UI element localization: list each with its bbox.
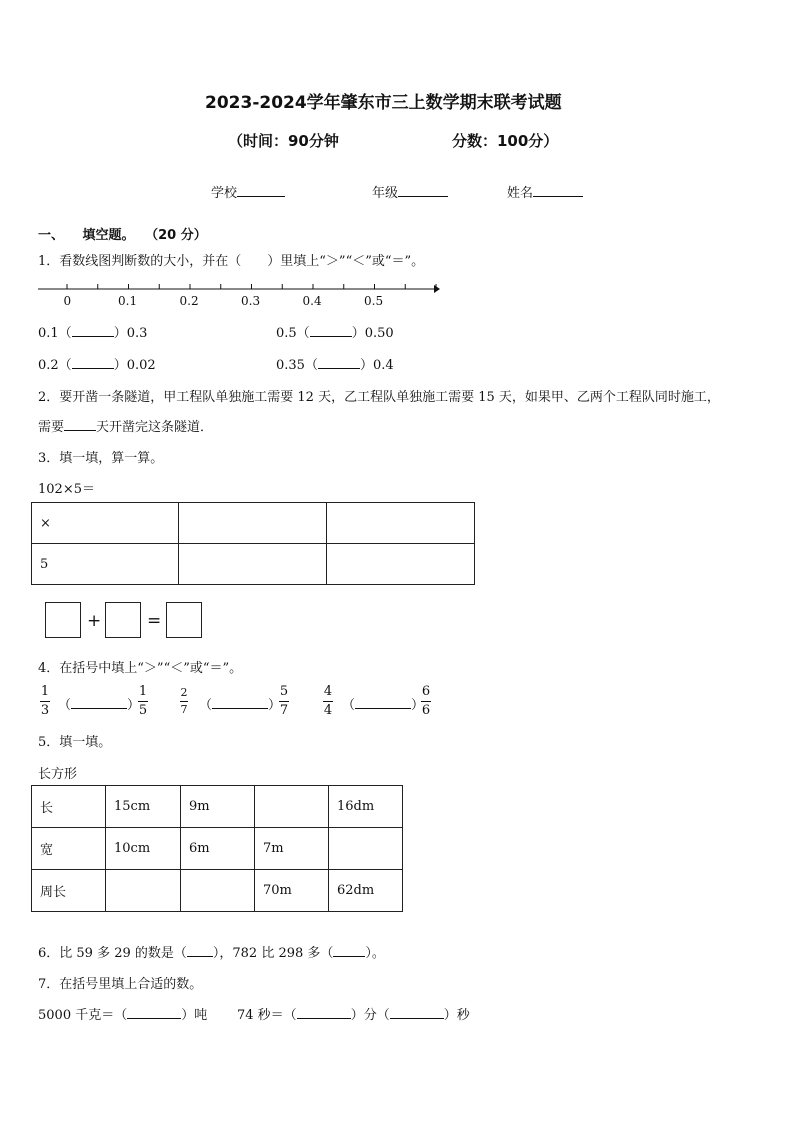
table-cell: 9m — [181, 786, 255, 828]
table-cell: 62dm — [329, 870, 403, 912]
table-cell: 宽 — [32, 828, 106, 870]
name-blank[interactable] — [533, 196, 583, 197]
section-number: 一、 — [38, 228, 65, 243]
table-cell[interactable] — [179, 544, 327, 585]
q1-item-1: 0.1（ ）0.3 — [38, 326, 148, 341]
q7-text: 7．在括号里填上合适的数。 — [38, 977, 203, 992]
table-cell[interactable] — [181, 870, 255, 912]
table-cell: 70m — [255, 870, 329, 912]
q1-item-2: 0.5（ ）0.50 — [276, 326, 394, 341]
table-cell: 长 — [32, 786, 106, 828]
table-cell: 15cm — [106, 786, 181, 828]
answer-box[interactable] — [45, 602, 81, 638]
fraction: 2 7 — [180, 686, 188, 716]
school-label: 学校 — [211, 186, 238, 201]
fraction: 4 4 — [323, 684, 333, 718]
q6-text: 6．比 59 多 29 的数是（ ），782 比 298 多（ ）。 — [38, 946, 385, 961]
section-heading — [38, 224, 207, 243]
answer-blank[interactable] — [187, 956, 213, 957]
table-cell[interactable] — [179, 503, 327, 544]
table-cell[interactable] — [329, 828, 403, 870]
exam-score: 分数：100分） — [452, 132, 559, 150]
tick-label: 0.5 — [364, 294, 384, 308]
plus-sign: + — [87, 611, 102, 631]
fraction: 1 5 — [138, 684, 148, 718]
school-field[interactable] — [211, 182, 285, 201]
q1-item-3: 0.2（ ）0.02 — [38, 358, 156, 373]
section-points: （20 分） — [145, 228, 207, 243]
name-field[interactable] — [507, 182, 583, 201]
table-cell[interactable] — [255, 786, 329, 828]
tick-label: 0.3 — [241, 294, 261, 308]
table-cell: 16dm — [329, 786, 403, 828]
name-label: 姓名 — [507, 186, 534, 201]
school-blank[interactable] — [237, 196, 285, 197]
answer-blank[interactable] — [64, 430, 96, 431]
table-cell: 10cm — [106, 828, 181, 870]
answer-blank[interactable] — [297, 1018, 351, 1019]
q3-expression: 102×5＝ — [38, 482, 95, 497]
grade-blank[interactable] — [398, 196, 448, 197]
q5-caption: 长方形 — [38, 767, 78, 782]
tick-label: 0.2 — [179, 294, 199, 308]
answer-blank[interactable] — [310, 336, 352, 337]
answer-blank[interactable] — [318, 368, 360, 369]
fraction: 5 7 — [279, 684, 289, 718]
table-cell: 7m — [255, 828, 329, 870]
compare-blank-1[interactable]: （ ） — [58, 698, 141, 713]
table-cell: 6m — [181, 828, 255, 870]
table-cell: 周长 — [32, 870, 106, 912]
table-cell: 5 — [32, 544, 179, 585]
answer-blank[interactable] — [72, 368, 114, 369]
table-cell[interactable] — [106, 870, 181, 912]
fraction: 6 6 — [421, 684, 431, 718]
compare-blank-2[interactable]: （ ） — [199, 698, 282, 713]
page-title: 2023-2024学年肇东市三上数学期末联考试题 — [205, 93, 562, 113]
table-cell[interactable] — [327, 544, 475, 585]
q1-text: 1．看数线图判断数的大小，并在（ ）里填上“＞”“＜”或“＝”。 — [38, 254, 425, 269]
multiplication-table — [31, 502, 475, 585]
rectangle-table — [31, 785, 403, 912]
section-title: 填空题。 — [82, 228, 135, 243]
q7-item-2: 74 秒＝（ ）分（ ）秒 — [237, 1008, 470, 1023]
tick-label: 0 — [63, 294, 72, 308]
q2-line2: 需要 天开凿完这条隧道． — [38, 420, 214, 435]
table-cell[interactable] — [327, 503, 475, 544]
answer-box[interactable] — [166, 602, 202, 638]
grade-label: 年级 — [372, 186, 399, 201]
fraction: 1 3 — [40, 684, 50, 718]
q2-line1: 2．要开凿一条隧道，甲工程队单独施工需要 12 天，乙工程队单独施工需要 15 天，如果甲、乙两个工程队同时施工， — [38, 390, 720, 405]
answer-box[interactable] — [105, 602, 141, 638]
tick-label: 0.4 — [302, 294, 322, 308]
q7-item-1: 5000 千克＝（ ）吨 — [38, 1008, 208, 1023]
answer-blank[interactable] — [127, 1018, 181, 1019]
table-cell: × — [32, 503, 179, 544]
answer-blank[interactable] — [72, 336, 114, 337]
q3-text: 3．填一填，算一算。 — [38, 451, 164, 466]
q4-text: 4．在括号中填上“＞”“＜”或“＝”。 — [38, 661, 243, 676]
answer-blank[interactable] — [333, 956, 365, 957]
answer-blank[interactable] — [390, 1018, 444, 1019]
q1-item-4: 0.35（ ）0.4 — [276, 358, 394, 373]
tick-label: 0.1 — [118, 294, 138, 308]
exam-time: （时间：90分钟 — [228, 132, 339, 150]
compare-blank-3[interactable]: （ ） — [342, 698, 425, 713]
equals-sign: = — [147, 611, 162, 631]
q5-text: 5．填一填。 — [38, 735, 112, 750]
grade-field[interactable] — [372, 182, 448, 201]
